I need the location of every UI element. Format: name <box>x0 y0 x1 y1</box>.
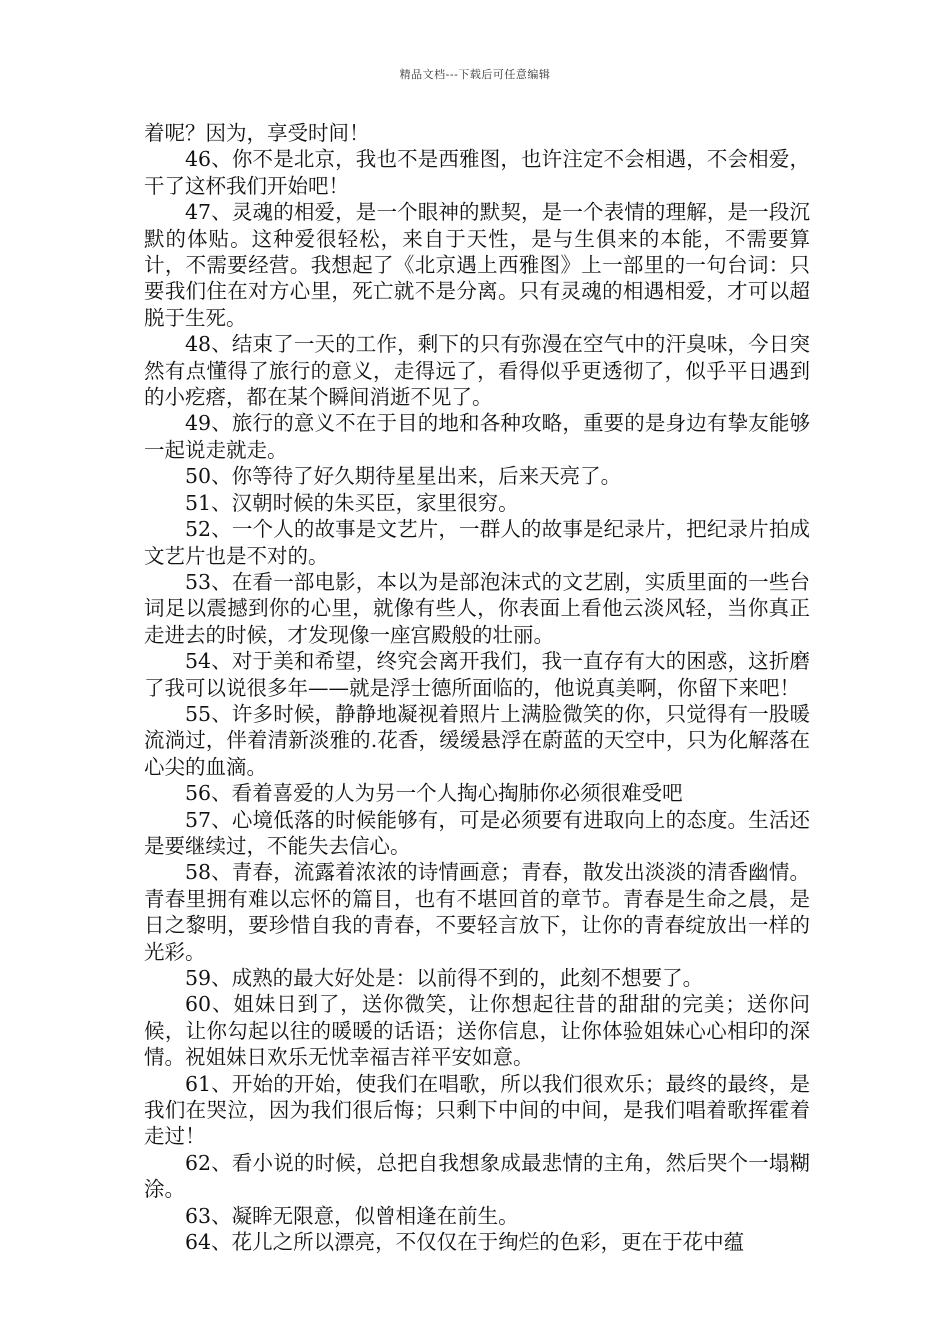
page-header: 精品文档---下载后可任意编辑 <box>399 68 551 81</box>
paragraph-57: 57、心境低落的时候能够有，可是必须要有进取向上的态度。生活还是要继续过，不能失去信心。 <box>144 807 810 858</box>
paragraph-55: 55、许多时候，静静地凝视着照片上满脸微笑的你，只觉得有一股暖流淌过，伴着清新淡雅的.花香，缓缓悬浮在蔚蓝的天空中，只为化解落在心尖的血滴。 <box>144 701 810 779</box>
document-body <box>144 120 810 1255</box>
paragraph-61: 61、开始的开始，使我们在唱歌，所以我们很欢乐；最终的最终，是我们在哭泣，因为我们很后悔；只剩下中间的中间，是我们唱着歌挥霍着走过！ <box>144 1071 810 1149</box>
paragraph-59: 59、成熟的最大好处是：以前得不到的，此刻不想要了。 <box>185 966 704 990</box>
paragraph-continuation: 着呢？因为，享受时间！ <box>144 121 370 145</box>
paragraph-51: 51、汉朝时候的朱买臣，家里很穷。 <box>185 490 519 515</box>
paragraph-64: 64、花儿之所以漂亮，不仅仅在于绚烂的色彩，更在于花中蕴 <box>185 1230 745 1255</box>
paragraph-62: 62、看小说的时候，总把自我想象成最悲情的主角，然后哭个一塌糊涂。 <box>144 1150 810 1202</box>
paragraph-60: 60、姐妹日到了，送你微笑，让你想起往昔的甜甜的完美；送你问候，让你勾起以往的暖暖的话语；送你信息，让你体验姐妹心心相印的深情。祝姐妹日欢乐无忧幸福吉祥平安如意。 <box>144 992 810 1070</box>
paragraph-50: 50、你等待了好久期待星星出来，后来天亮了。 <box>185 464 622 489</box>
paragraph-53: 53、在看一部电影，本以为是部泡沫式的文艺剧，实质里面的一些台词足以震撼到你的心里，就像有些人，你表面上看他云淡风轻，当你真正走进去的时候，才发现像一座宫殿般的壮丽。 <box>144 569 810 647</box>
paragraph-58: 58、青春，流露着浓浓的诗情画意；青春，散发出淡淡的清香幽情。青春里拥有难以忘怀的篇目，也有不堪回首的章节。青春是生命之晨，是日之黎明，要珍惜自我的青春，不要轻言放下，让你的青春绽放出一样的光彩。 <box>144 860 810 964</box>
paragraph-48: 48、结束了一天的工作，剩下的只有弥漫在空气中的汗臭味，今日突然有点懂得了旅行的意义，走得远了，看得似乎更透彻了，似乎平日遇到的小疙瘩，都在某个瞬间消逝不见了。 <box>144 332 810 410</box>
paragraph-52: 52、一个人的故事是文艺片，一群人的故事是纪录片，把纪录片拍成文艺片也是不对的。 <box>144 517 810 568</box>
paragraph-47: 47、灵魂的相爱，是一个眼神的默契，是一个表情的理解，是一段沉默的体贴。这种爱很轻松，来自于天性，是与生俱来的本能，不需要算计，不需要经营。我想起了《北京遇上西雅图》上一部里的一句台词：只要我们住在对方心里，死亡就不是分离。只有灵魂的相遇相爱，才可以超脱于生死。 <box>144 200 810 330</box>
paragraph-54: 54、对于美和希望，终究会离开我们，我一直存有大的困惑，这折磨了我可以说很多年——就是浮士德所面临的，他说真美啊，你留下来吧！ <box>144 649 810 700</box>
paragraph-56: 56、看着喜爱的人为另一个人掏心掏肺你必须很难受吧 <box>185 781 683 806</box>
paragraph-49: 49、旅行的意义不在于目的地和各种攻略，重要的是身边有挚友能够一起说走就走。 <box>144 411 810 462</box>
paragraph-63: 63、凝眸无限意，似曾相逢在前生。 <box>185 1203 519 1228</box>
paragraph-46: 46、你不是北京，我也不是西雅图，也许注定不会相遇，不会相爱，干了这杯我们开始吧！ <box>144 147 810 198</box>
